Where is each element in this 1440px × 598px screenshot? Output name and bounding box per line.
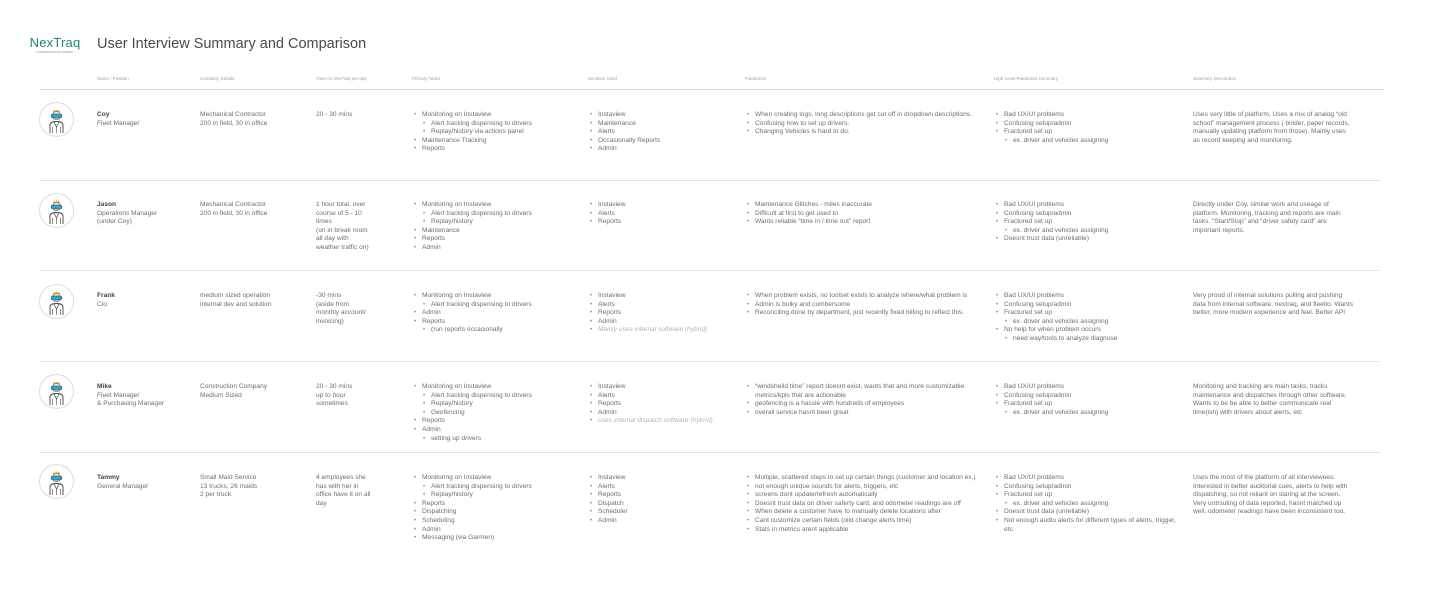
cell-line: Mechanical Contractor [200,201,266,208]
list-item: • Confusing setup/admin [994,483,1179,492]
list-item: • Monitoring on Instaview [412,474,582,483]
list-item: • Replay/history [412,491,582,500]
avatar [39,284,74,319]
list-item: • ex. driver and vehicles assigning [994,409,1179,418]
cell-line: times [316,218,332,226]
list-item: • Monitoring on Instaview [412,383,582,392]
list-item: • Doesnt trust data (unreliable) [994,235,1179,244]
cell-line: & Purchasing Manager [97,400,165,408]
time-per-day-cell [316,474,406,508]
sections-used-cell [588,111,738,154]
page-title: User Interview Summary and Comparison [97,36,367,52]
list-item: • (run reports occasionally [412,326,582,335]
primary-tasks-cell [412,201,582,253]
list-item: • Instaview [588,201,738,210]
list-item: • Alert tracking dispensing to drivers [412,210,582,219]
column-header: Summary Description [1193,76,1237,81]
list-item: • Alerts [588,210,738,219]
list-item: • Dispatch [588,500,738,509]
cell-line: office have it on all [316,491,371,499]
list-item: • Admin [588,318,738,327]
bullet-list [588,111,738,154]
cell-line: General Manager [97,482,149,490]
avatar-illustration-icon [40,375,73,408]
column-header: Primary Tasks [412,76,441,81]
list-item: • Stats in metrics arent applicable [745,526,985,535]
list-item: • Scheduling [412,517,582,526]
bullet-list [588,292,738,335]
time-per-day-cell [316,292,406,326]
list-item: • Instaview [588,292,738,301]
time-per-day-cell [316,201,406,253]
list-item: • Dispatching [412,508,582,517]
list-item: • Geofencing [412,409,582,418]
list-item: • geofencing is a hassle with hundreds of employees [745,400,985,409]
cell-line: invoicing) [316,317,344,325]
list-item: • Cant customize certain fields (oild change alerts time) [745,517,985,526]
company-details-cell [200,474,310,500]
column-header: Painpoints [745,76,767,81]
list-item: • need way/tools to analyze diagnose [994,335,1179,344]
list-item: • Maintenance Tracking [412,137,582,146]
list-item: • Admin [412,244,582,253]
cell-line: up to hour [316,391,346,399]
list-item: • Monitoring on Instaview [412,201,582,210]
painpoints-cell [745,201,985,227]
summary-description-cell: Monitoring and tracking are main tasks, tracks maintenance and dispatches through other software. Wants to be be able to better communicate real time(ish) with drivers about alerts, etc [1193,383,1347,416]
painpoints-cell [745,383,985,417]
cell-line: Medium Sized [200,391,242,399]
list-item: • Confusing setup/admin [994,210,1179,219]
painpoints-summary-cell [994,383,1179,417]
bullet-list [588,201,738,227]
company-details-cell [200,111,310,128]
list-item: • Alert tracking dispensing to drivers [412,392,582,401]
cell-line: 13 trucks, 26 maids [200,482,258,490]
list-item: • Reconciling done by department, just recently fixed billing to reflect this. [745,309,985,318]
list-item: • Alerts [588,301,738,310]
cell-line: sometimes [316,400,348,408]
bullet-list [412,383,582,443]
list-item: • Replay/history [412,218,582,227]
cell-line: monthly account/ [316,309,366,317]
painpoints-summary-cell [994,292,1179,344]
list-item: • When creating logs, long descriptions get cut off in dropdown descriptions. [745,111,985,120]
summary-description-cell: Very proud of internal solutions pulling and pushing data from internal software, nextraq, and fleetio. Wants better, more modern experience and feel. Better API [1193,292,1353,317]
list-item: • Changing Vehicles is hard to do. [745,128,985,137]
list-item: • “windsheild time” report doesnt exist, wants that and more customizable metrics/kpis that are actionable [745,383,985,400]
primary-tasks-cell [412,383,582,443]
list-item: • Confusing setup/admin [994,120,1179,129]
sections-used-cell [588,383,738,426]
list-item: • Maintenance Glitches - miles inaccurate [745,201,985,210]
bullet-list [412,111,582,154]
list-item: • Reports [588,218,738,227]
list-item: • Doesnt trust data on driver saferty card, and odometer readings are off [745,500,985,509]
list-item: • Fractured set up [994,309,1179,318]
list-item: • setting up drivers [412,435,582,444]
list-item: • Reports [588,400,738,409]
list-item: • Instaview [588,383,738,392]
column-header: Time on NexTraq per day [316,76,367,81]
cell-line: (under Coy) [97,218,132,226]
logo-text: NexTraq [29,35,81,50]
list-item: • Alert tracking dispensing to drivers [412,120,582,129]
list-item: • Admin [412,426,582,435]
painpoints-cell [745,292,985,318]
list-item: • ex. driver and vehicles assigning [994,137,1179,146]
column-header: Sections Used [588,76,618,81]
list-item: • Maintenance [412,227,582,236]
list-item: • Admin [412,309,582,318]
cell-line: 20 - 30 mins [316,383,353,390]
row-divider [40,452,1380,453]
list-item: • Replay/history [412,400,582,409]
cell-line: day [316,499,327,507]
sections-used-cell [588,292,738,335]
cell-line: Construction Company [200,383,268,390]
list-item: • Wants reliable “time in / time out” report [745,218,985,227]
cell-line: 200 in field, 30 in office [200,119,268,127]
cell-line: course of 5 - 10 [316,209,362,217]
painpoints-cell [745,474,985,534]
painpoints-cell [745,111,985,137]
avatar [39,193,74,228]
bullet-list [588,474,738,526]
cell-line: (aside from [316,300,349,308]
sections-used-cell [588,474,738,526]
row-divider [40,180,1380,181]
cell-line: Fleet Manager [97,119,140,127]
cell-line: internal dev and solution [200,300,272,308]
list-item: • Fractured set up [994,491,1179,500]
name-position-cell [97,474,197,491]
list-item: • Admin [588,517,738,526]
cell-line: all day with [316,235,349,243]
bullet-list [745,201,985,227]
list-item: • Confusing setup/admin [994,392,1179,401]
bullet-list [745,474,985,534]
summary-description-cell: Uses the most of the platform of all interviewees. Interested in better auditorial cues, alerts to help with dispatching, so not reliant on staring at the screen. Very untrsuting of data reported, hasnt matched up well, odometer readings have been inconsistent too. [1193,474,1348,516]
cell-line: 1 hour total, over [316,201,366,208]
time-per-day-cell [316,383,406,409]
list-item: • When problem exists, no toolset exists to analyze where/what problem is [745,292,985,301]
cell-line: -30 mins [316,292,342,299]
interviewee-name: Mike [97,383,112,390]
avatar [39,102,74,137]
list-item: • Bad UX/UI problems [994,292,1179,301]
list-item: • Admin [412,526,582,535]
bullet-list [994,474,1179,534]
list-item: • Reports [412,417,582,426]
list-item: • Reports [588,491,738,500]
list-item: • Fractured set up [994,128,1179,137]
list-item: • Reports [588,309,738,318]
list-item: • ex. driver and vehicles assigning [994,500,1179,509]
list-item: • Admin [588,145,738,154]
list-item: • Alerts [588,483,738,492]
list-item: • ex. driver and vehicles assigning [994,227,1179,236]
list-item: • Not enough audio alerts for different types of alerts, trigger, etc [994,517,1179,534]
cell-line: weather traffic on) [316,243,369,251]
nextraq-logo [26,36,84,54]
list-item: • Reports [412,235,582,244]
primary-tasks-cell [412,474,582,543]
bullet-list [412,474,582,543]
list-item: • Bad UX/UI problems [994,383,1179,392]
list-item: • Instaview [588,111,738,120]
page-header [26,36,366,54]
interviewee-name: Tammy [97,474,120,481]
painpoints-summary-cell [994,201,1179,244]
bullet-list [994,201,1179,244]
cell-line: Cio [97,300,107,308]
avatar-illustration-icon [40,194,73,227]
bullet-list [412,292,582,335]
list-item: • Replay/history via actions panel [412,128,582,137]
time-per-day-cell [316,111,406,120]
column-header: Name / Position [97,76,129,81]
row-divider [40,270,1380,271]
list-item: • Alert tracking dispensing to drivers [412,301,582,310]
cell-line: 2 per truck [200,491,232,499]
list-item: • Alert tracking dispensing to drivers [412,483,582,492]
list-item: • ex. driver and vehicles assigning [994,318,1179,327]
logo-subtext: A MICHELIN GROUP COMPANY [36,51,74,54]
primary-tasks-cell [412,292,582,335]
list-item: • When delete a customer have to manually delete locations after [745,508,985,517]
header-divider [40,89,1384,90]
list-item: • Bad UX/UI problems [994,111,1179,120]
list-item: • Monitoring on Instaview [412,111,582,120]
company-details-cell [200,292,310,309]
list-item: • Instaview [588,474,738,483]
cell-line: Small Maid Service [200,474,257,481]
company-details-cell [200,383,310,400]
interviewee-name: Frank [97,292,115,299]
name-position-cell [97,292,197,309]
list-item: • Admin is bulky and cumbersome [745,301,985,310]
avatar [39,464,74,499]
name-position-cell [97,201,197,227]
avatar [39,374,74,409]
cell-line: 200 in field, 30 in office [200,209,268,217]
list-item: • Confusing how to set up drivers. [745,120,985,129]
list-item: • uses internal dispatch software (hybrid) [588,417,738,426]
row-divider [40,361,1380,362]
avatar-illustration-icon [40,285,73,318]
bullet-list [745,292,985,318]
list-item: • Bad UX/UI problems [994,201,1179,210]
cell-line: Mechanical Contractor [200,111,266,118]
list-item: • Mainly uses internal software (hybrid) [588,326,738,335]
list-item: • Confusing setup/admin [994,301,1179,310]
cell-line: 20 - 30 mins [316,111,353,118]
cell-line: (on in break room [316,226,368,234]
list-item: • screens dont update/refresh automatically [745,491,985,500]
list-item: • Alerts [588,392,738,401]
list-item: • Reports [412,500,582,509]
bullet-list [588,383,738,426]
name-position-cell [97,111,197,128]
summary-description-cell: Uses very little of platform, Uses a mix of analog “old school” management process ( binder, paper records, manually updating platform from those). Mainly uses as record keeping and monitoring. [1193,111,1350,144]
column-header: Company Details [200,76,235,81]
interviewee-name: Jason [97,201,117,208]
summary-description-cell: Directly under Coy, similar work and useage of platform. Monitoring, tracking and reports are main tasks. “Start/Stop” and “driver safety card” are important reports. [1193,201,1341,234]
company-details-cell [200,201,310,218]
list-item: • not enough unique sounds for alerts, triggers, etc [745,483,985,492]
avatar-illustration-icon [40,103,73,136]
list-item: • Fractured set up [994,400,1179,409]
name-position-cell [97,383,197,409]
column-header: High Level Painpoints Summary [994,76,1059,81]
list-item: • Multiple, scattered steps to set up certain things (customer and location ex.) [745,474,985,483]
bullet-list [994,383,1179,417]
list-item: • No help for when problem occurs [994,326,1179,335]
list-item: • Doesnt trust data (unreliable) [994,508,1179,517]
list-item: • Monitoring on Instaview [412,292,582,301]
list-item: • Messaging (via Garmen) [412,534,582,543]
cell-line: 4 employees she [316,474,366,481]
list-item: • Admin [588,409,738,418]
list-item: • Bad UX/UI problems [994,474,1179,483]
painpoints-summary-cell [994,474,1179,534]
list-item: • Reports [412,145,582,154]
sections-used-cell [588,201,738,227]
bullet-list [745,111,985,137]
list-item: • Scheduler [588,508,738,517]
list-item: • Reports [412,318,582,327]
bullet-list [994,292,1179,344]
painpoints-summary-cell [994,111,1179,145]
interviewee-name: Coy [97,111,110,118]
bullet-list [412,201,582,253]
list-item: • overall service hasnt been great [745,409,985,418]
cell-line: medium sized operation [200,292,271,299]
list-item: • Occasionally Reports [588,137,738,146]
cell-line: Operations Manager [97,209,158,217]
bullet-list [745,383,985,417]
cell-line: has with her in [316,482,359,490]
list-item: • Maintenance [588,120,738,129]
avatar-illustration-icon [40,465,73,498]
cell-line: Fleet Manager [97,391,140,399]
list-item: • Alerts [588,128,738,137]
list-item: • Difficult at first to get used to [745,210,985,219]
bullet-list [994,111,1179,145]
list-item: • Fractured set up [994,218,1179,227]
primary-tasks-cell [412,111,582,154]
